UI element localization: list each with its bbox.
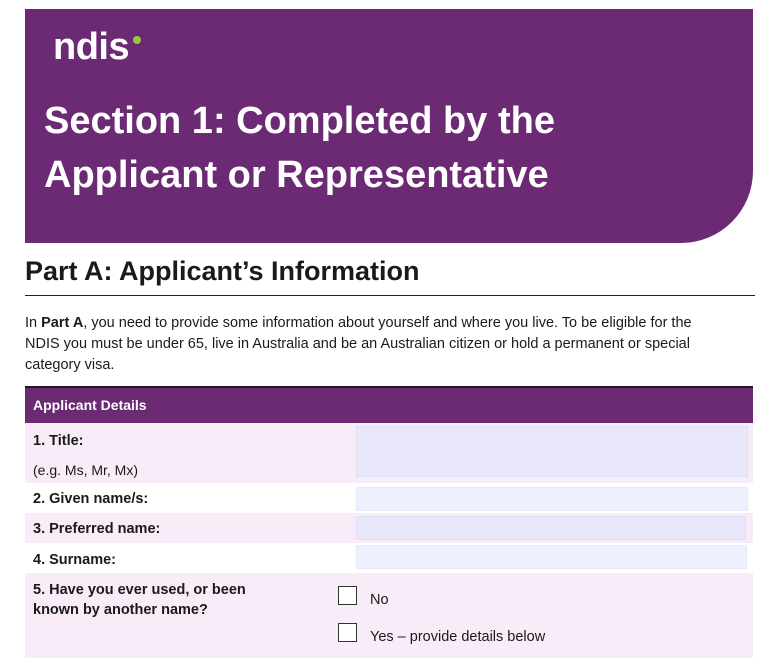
no-option-label: No (370, 592, 389, 608)
title-label: 1. Title: (33, 433, 84, 449)
logo-dot-icon (133, 36, 141, 44)
part-a-intro (25, 313, 725, 376)
preferred-name-label: 3. Preferred name: (33, 521, 161, 537)
surname-row (25, 543, 753, 573)
yes-checkbox[interactable] (338, 623, 357, 642)
intro-prefix: In (25, 315, 42, 331)
title-row (25, 423, 753, 483)
intro-rest: , you need to provide some information about yourself and where you live. To be eligible for the NDIS you must be under 65, live in Australia and be an Australian citizen or hold a permanent or special category visa. (25, 315, 692, 373)
intro-bold: Part A (41, 315, 84, 331)
surname-field[interactable] (356, 545, 747, 569)
surname-label: 4. Surname: (33, 552, 116, 568)
logo-text: ndis (53, 26, 130, 68)
given-name-label: 2. Given name/s: (33, 491, 149, 507)
no-checkbox[interactable] (338, 586, 357, 605)
yes-option-label: Yes – provide details below (370, 629, 546, 645)
section-title: Section 1: Completed by the Applicant or Representative (44, 100, 555, 196)
title-hint: (e.g. Ms, Mr, Mx) (33, 462, 138, 478)
applicant-details-header: Applicant Details (25, 386, 753, 423)
section-banner (25, 9, 753, 243)
title-field[interactable] (356, 426, 748, 477)
heading-divider (25, 295, 755, 296)
preferred-name-row (25, 513, 753, 543)
other-name-row (25, 573, 753, 658)
given-name-field[interactable] (356, 487, 748, 511)
part-a-heading: Part A: Applicant’s Information (25, 256, 420, 286)
preferred-name-field[interactable] (356, 516, 746, 540)
given-name-row (25, 483, 753, 513)
ndis-logo (47, 23, 143, 73)
other-name-label: 5. Have you ever used, or been known by another name? (33, 582, 246, 618)
